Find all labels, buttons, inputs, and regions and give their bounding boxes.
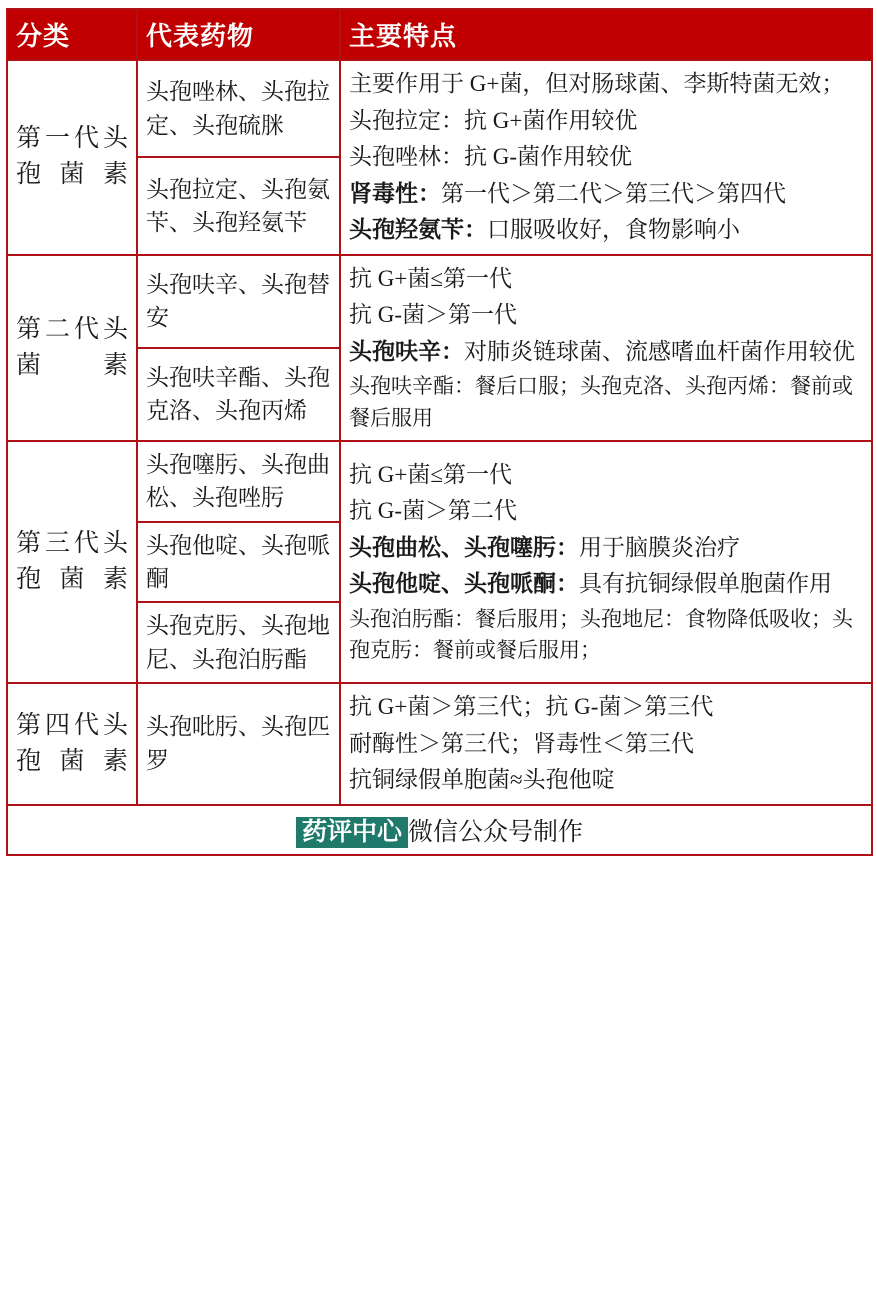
cell-drugs-gen3-c: 头孢克肟、头孢地尼、头孢泊肟酯 xyxy=(137,602,340,683)
feature-line: 抗铜绿假单胞菌≈头孢他啶 xyxy=(349,767,615,793)
feature-line: 头孢拉定：抗 G+菌作用较优 xyxy=(349,107,638,133)
feature-line: 抗 G+菌＞第三代；抗 G-菌＞第三代 xyxy=(349,694,714,720)
cephalosporin-table xyxy=(6,8,873,856)
feature-bold-prefix: 头孢他啶、头孢哌酮： xyxy=(349,571,579,597)
feature-line xyxy=(349,531,863,566)
cell-category-gen2: 第二代头菌素 xyxy=(7,255,137,442)
table-body xyxy=(7,60,872,805)
table-header xyxy=(7,9,872,60)
cell-drugs-gen2-a: 头孢呋辛、头孢替安 xyxy=(137,255,340,348)
cell-features-gen1 xyxy=(340,60,872,255)
table-row xyxy=(7,683,872,805)
feature-line: 头孢呋辛酯：餐后口服；头孢克洛、头孢丙烯：餐前或餐后服用 xyxy=(349,374,853,430)
column-header-category: 分类 xyxy=(7,9,137,60)
table-row xyxy=(7,255,872,348)
cell-category-gen1: 第一代头孢菌素 xyxy=(7,60,137,255)
cell-drugs-gen2-b: 头孢呋辛酯、头孢克洛、头孢丙烯 xyxy=(137,348,340,441)
brand-badge: 药评中心 xyxy=(296,817,408,848)
feature-bold-prefix: 肾毒性： xyxy=(349,180,441,206)
table-footer xyxy=(7,805,872,855)
feature-rest: 第一代＞第二代＞第三代＞第四代 xyxy=(441,180,786,206)
footer-text: 微信公众号制作 xyxy=(408,818,584,846)
cell-drugs-gen1-b: 头孢拉定、头孢氨苄、头孢羟氨苄 xyxy=(137,157,340,254)
feature-line: 头孢泊肟酯：餐后服用；头孢地尼：食物降低吸收；头孢克肟：餐前或餐后服用； xyxy=(349,606,853,663)
feature-line: 主要作用于 G+菌，但对肠球菌、李斯特菌无效； xyxy=(349,71,845,96)
cell-category-gen3: 第三代头孢菌素 xyxy=(7,441,137,683)
feature-line xyxy=(349,335,863,370)
cell-features-gen2 xyxy=(340,255,872,442)
feature-line: 头孢唑林：抗 G-菌作用较优 xyxy=(349,144,633,169)
cell-features-gen3 xyxy=(340,441,872,683)
feature-line: 抗 G-菌＞第一代 xyxy=(349,302,518,327)
feature-bold-prefix: 头孢呋辛： xyxy=(349,338,464,364)
table-row xyxy=(7,60,872,157)
feature-line: 抗 G-菌＞第二代 xyxy=(349,498,518,524)
column-header-features: 主要特点 xyxy=(340,9,872,60)
cell-category-gen4: 第四代头孢菌素 xyxy=(7,683,137,805)
feature-line: 抗 G+菌≤第一代 xyxy=(349,461,512,487)
feature-rest: 对肺炎链球菌、流感嗜血杆菌作用较优 xyxy=(464,338,855,364)
feature-bold-prefix: 头孢曲松、头孢噻肟： xyxy=(349,534,579,560)
footer-row xyxy=(7,805,872,855)
cell-drugs-gen1-a: 头孢唑林、头孢拉定、头孢硫脒 xyxy=(137,60,340,157)
table-row xyxy=(7,441,872,522)
cell-drugs-gen4-a: 头孢吡肟、头孢匹罗 xyxy=(137,683,340,805)
feature-line: 耐酶性＞第三代；肾毒性＜第三代 xyxy=(349,730,694,756)
feature-bold-prefix: 头孢羟氨苄： xyxy=(349,217,487,242)
cell-drugs-gen3-a: 头孢噻肟、头孢曲松、头孢唑肟 xyxy=(137,441,340,522)
feature-line xyxy=(349,567,863,602)
feature-line xyxy=(349,177,863,212)
footer-credit xyxy=(7,805,872,855)
feature-rest: 用于脑膜炎治疗 xyxy=(579,534,740,560)
cell-features-gen4 xyxy=(340,683,872,805)
cell-drugs-gen3-b: 头孢他啶、头孢哌酮 xyxy=(137,522,340,603)
feature-line xyxy=(349,213,863,248)
header-row xyxy=(7,9,872,60)
feature-rest: 口服吸收好，食物影响小 xyxy=(487,217,740,242)
feature-line: 抗 G+菌≤第一代 xyxy=(349,265,512,291)
feature-rest: 具有抗铜绿假单胞菌作用 xyxy=(579,571,832,597)
column-header-drugs: 代表药物 xyxy=(137,9,340,60)
